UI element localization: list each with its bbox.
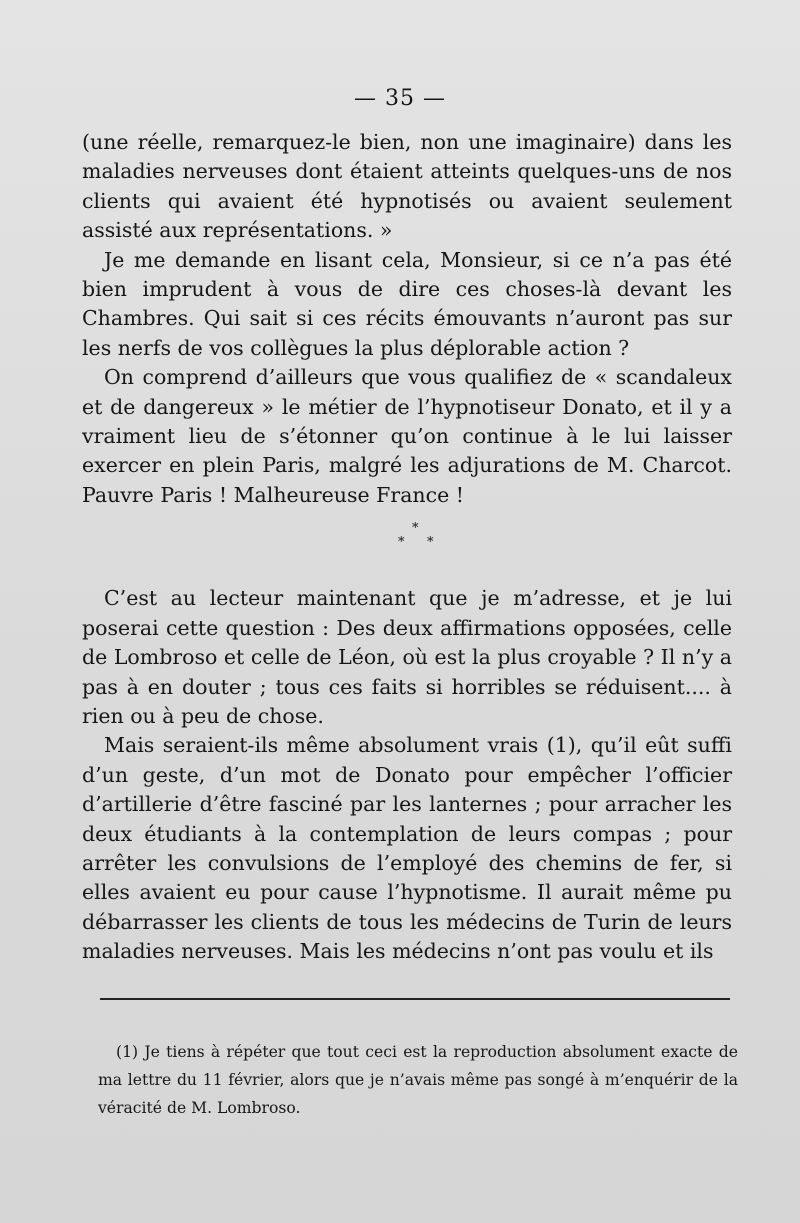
paragraph: C’est au lecteur maintenant que je m’adresse, et je lui poserai cette question : Des deux affirmations opposées, celle de Lombroso et celle de Léon, où est la plus croyable ? Il n’y a pas à en douter ; tous ces faits si horribles se réduisent.... à rien ou à peu de chose. [82,586,732,728]
asterism-star: * [427,535,434,551]
paragraph-continuation: (une réelle, remarquez-le bien, non une imaginaire) dans les maladies nerveuses dont étaient atteints quelques-uns de nos clients qui avaient été hypnotisés ou avaient seulement assisté aux représentations. » [82,130,732,243]
paragraph: Mais seraient-ils même absolument vrais (1), qu’il eût suffi d’un geste, d’un mot de Donato pour empêcher l’officier d’artillerie d’être fasciné par les lanternes ; pour arracher les deux étudiants à la contemplation de leurs compas ; pour arrêter les convulsions de l’employé des chemins de fer, si elles avaient eu pour cause l’hypnotisme. Il aurait même pu débarrasser les clients de tous les médecins de Turin de leurs maladies nerveuses. Mais les médecins n’ont pas voulu et ils [82,733,732,964]
asterism-star: * [412,521,419,537]
page-number: — 35 — [354,86,446,111]
footnote-separator [100,998,730,1000]
body-text [82,128,732,967]
footnote-text: (1) Je tiens à répéter que tout ceci est la reproduction absolument exacte de ma lettre du 11 février, alors que je n’avais même pas songé à m’enquérir de la véracité de M. Lombroso. [98,1043,738,1117]
paragraph: Je me demande en lisant cela, Monsieur, si ce n’a pas été bien imprudent à vous de dire ces choses-là devant les Chambres. Qui sait si ces récits émouvants n’auront pas sur les nerfs de vos collègues la plus déplorable action ? [82,247,732,360]
section-break-asterism [82,510,732,584]
paragraph: On comprend d’ailleurs que vous qualifiez de « scandaleux et de dangereux » le métier de l’hypnotiseur Donato, et il y a vraiment lieu de s’étonner qu’on continue à le lui laisser exercer en plein Paris, malgré les adjurations de M. Charcot. Pauvre Paris ! Malheureuse France ! [82,365,732,507]
footnote [98,1038,738,1122]
asterism-star: * [398,535,405,551]
